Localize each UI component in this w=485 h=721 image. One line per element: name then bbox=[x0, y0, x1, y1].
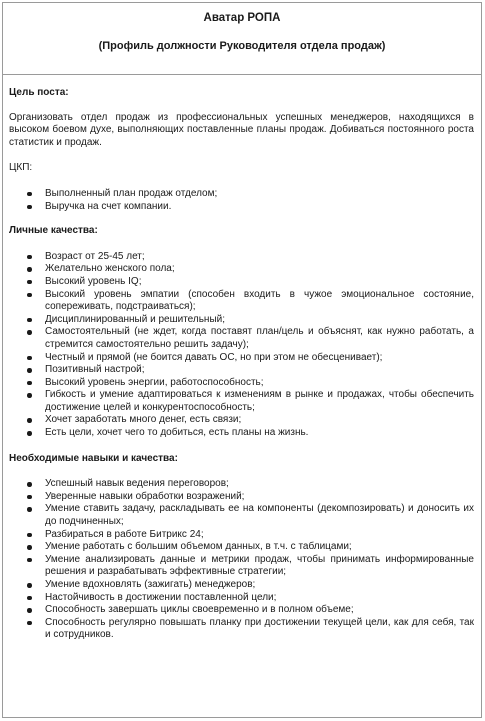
header-cell bbox=[3, 3, 481, 75]
skills-list bbox=[9, 478, 474, 642]
list-item: Выручка на счет компании. bbox=[9, 201, 474, 214]
list-item: Есть цели, хочет чего то добиться, есть планы на жизнь. bbox=[9, 427, 474, 440]
list-item: Высокий уровень эмпатии (способен входить в чужое эмоциональное состояние, сопереживать, подстраиваться); bbox=[9, 289, 474, 314]
list-item: Желательно женского пола; bbox=[9, 263, 474, 276]
list-item: Гибкость и умение адаптироваться к изменениям в рынке и продажах, чтобы обеспечить достижение целей и конкурентоспособность; bbox=[9, 389, 474, 414]
document-subtitle: (Профиль должности Руководителя отдела продаж) bbox=[98, 40, 386, 52]
list-item: Настойчивость в достижении поставленной цели; bbox=[9, 592, 474, 605]
list-item: Хочет заработать много денег, есть связи; bbox=[9, 414, 474, 427]
goal-text: Организовать отдел продаж из профессиональных успешных менеджеров, находящихся в высоком боевом духе, выполняющих поставленные планы продаж. Добиваться постоянного роста статистик и продаж. bbox=[9, 111, 474, 148]
document-title: Аватар РОПА bbox=[203, 12, 281, 24]
list-item: Умение анализировать данные и метрики продаж, чтобы принимать информированные решения и разрабатывать эффективные стратегии; bbox=[9, 554, 474, 579]
list-item: Успешный навык ведения переговоров; bbox=[9, 478, 474, 491]
list-item: Честный и прямой (не боится давать ОС, но при этом не обесценивает); bbox=[9, 352, 474, 365]
personal-heading: Личные качества: bbox=[9, 225, 98, 237]
skills-heading: Необходимые навыки и качества: bbox=[9, 452, 178, 464]
list-item: Возраст от 25-45 лет; bbox=[9, 251, 474, 264]
ckp-heading: ЦКП: bbox=[9, 162, 33, 174]
list-item: Позитивный настрой; bbox=[9, 364, 474, 377]
personal-list bbox=[9, 251, 474, 440]
list-item: Уверенные навыки обработки возражений; bbox=[9, 491, 474, 504]
list-item: Разбираться в работе Битрикс 24; bbox=[9, 529, 474, 542]
list-item: Высокий уровень энергии, работоспособность; bbox=[9, 377, 474, 390]
list-item: Дисциплинированный и решительный; bbox=[9, 314, 474, 327]
list-item: Умение работать с большим объемом данных, в т.ч. с таблицами; bbox=[9, 541, 474, 554]
list-item: Самостоятельный (не ждет, когда поставят план/цель и объяснят, как нужно работать, а стремится самостоятельно решить задачу); bbox=[9, 326, 474, 351]
list-item: Способность регулярно повышать планку при достижении текущей цели, как для себя, так и сотрудников. bbox=[9, 617, 474, 642]
table-frame bbox=[2, 2, 482, 718]
content-cell bbox=[9, 75, 474, 642]
list-item: Умение ставить задачу, раскладывать ее на компоненты (декомпозировать) и доносить их до подчиненных; bbox=[9, 503, 474, 528]
ckp-list bbox=[9, 188, 474, 213]
list-item: Выполненный план продаж отделом; bbox=[9, 188, 474, 201]
list-item: Высокий уровень IQ; bbox=[9, 276, 474, 289]
goal-heading: Цель поста: bbox=[9, 87, 69, 98]
list-item: Умение вдохновлять (зажигать) менеджеров; bbox=[9, 579, 474, 592]
list-item: Способность завершать циклы своевременно и в полном объеме; bbox=[9, 604, 474, 617]
